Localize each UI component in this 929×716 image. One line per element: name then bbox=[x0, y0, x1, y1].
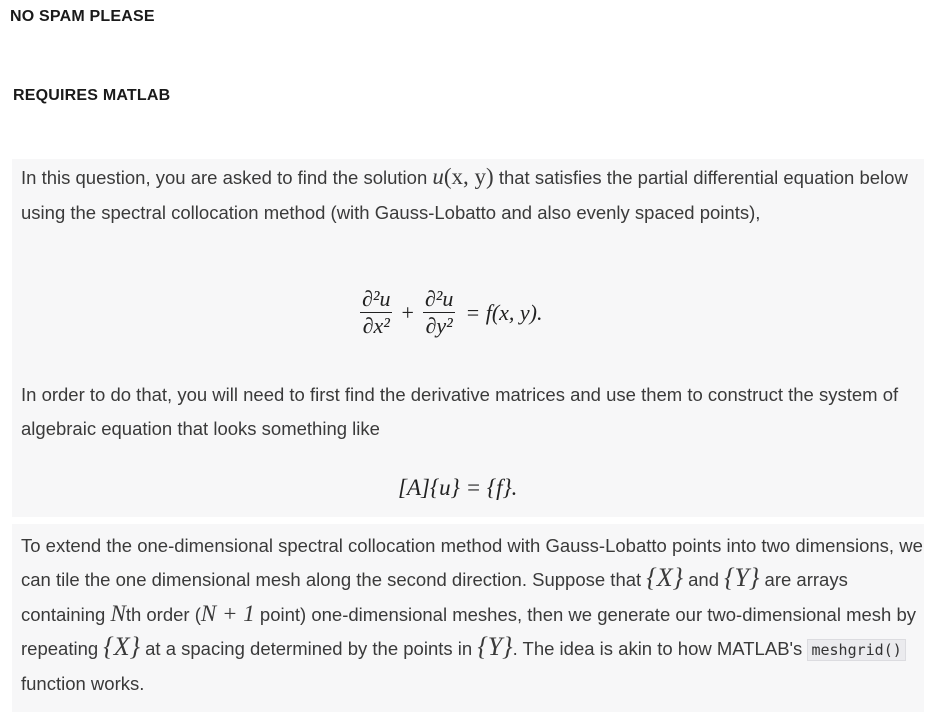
ext-text-7: . The idea is akin to how MATLAB's bbox=[512, 638, 808, 659]
math-set-x: {X} bbox=[646, 563, 683, 592]
ext-text-5: point) one-dimensional meshes, then we generate our two-dimensional mesh by repeating bbox=[21, 604, 916, 659]
ext-text-2: and bbox=[682, 569, 725, 590]
system-equation: [A]{u} = {f}. bbox=[398, 475, 518, 500]
fraction-xx-denominator: ∂x² bbox=[362, 313, 390, 338]
derivative-matrices-paragraph: In order to do that, you will need to first find the derivative matrices and use them to construct the system of algebraic equation that looks something like bbox=[21, 384, 899, 439]
note-no-spam: NO SPAM PLEASE bbox=[10, 8, 155, 25]
math-set-y: {Y} bbox=[724, 563, 760, 592]
question-panel bbox=[12, 159, 924, 517]
pde-rhs: = f(x, y). bbox=[465, 299, 543, 325]
ext-text-1: To extend the one-dimensional spectral collocation method with Gauss-Lobatto points into two dimensions, we can tile the one dimensional mesh along the second direction. Suppose that bbox=[21, 535, 923, 590]
intro-text-1: In this question, you are asked to find the solution bbox=[21, 167, 433, 188]
fraction-yy-numerator: ∂²u bbox=[424, 286, 454, 311]
plus-sign: + bbox=[401, 299, 414, 325]
intro-text-2: that satisfies the partial differential equation below using the spectral collocation method (with Gauss-Lobatto and also evenly spaced points), bbox=[21, 167, 908, 223]
math-n: N bbox=[110, 601, 126, 626]
fraction-yy-denominator: ∂y² bbox=[425, 313, 453, 338]
meshgrid-code: meshgrid() bbox=[807, 639, 905, 661]
math-u: u(x, y) bbox=[432, 164, 494, 189]
fraction-xx bbox=[360, 287, 392, 338]
ext-text-6: at a spacing determined by the points in bbox=[139, 638, 478, 659]
ext-text-8: function works. bbox=[21, 673, 145, 694]
math-n-plus-one: N + 1 bbox=[200, 601, 255, 626]
extension-panel bbox=[12, 524, 924, 712]
question-intro-paragraph bbox=[21, 160, 926, 230]
pde-equation bbox=[358, 287, 543, 338]
math-set-y-2: {Y} bbox=[477, 632, 513, 661]
note-requires-matlab: REQUIRES MATLAB bbox=[13, 87, 171, 104]
fraction-yy bbox=[423, 287, 455, 338]
ext-text-3: are arrays containing bbox=[21, 569, 848, 625]
fraction-xx-numerator: ∂²u bbox=[362, 286, 391, 311]
math-set-x-2: {X} bbox=[103, 632, 140, 661]
ext-text-4: th order ( bbox=[125, 604, 201, 625]
extension-paragraph bbox=[21, 529, 926, 701]
